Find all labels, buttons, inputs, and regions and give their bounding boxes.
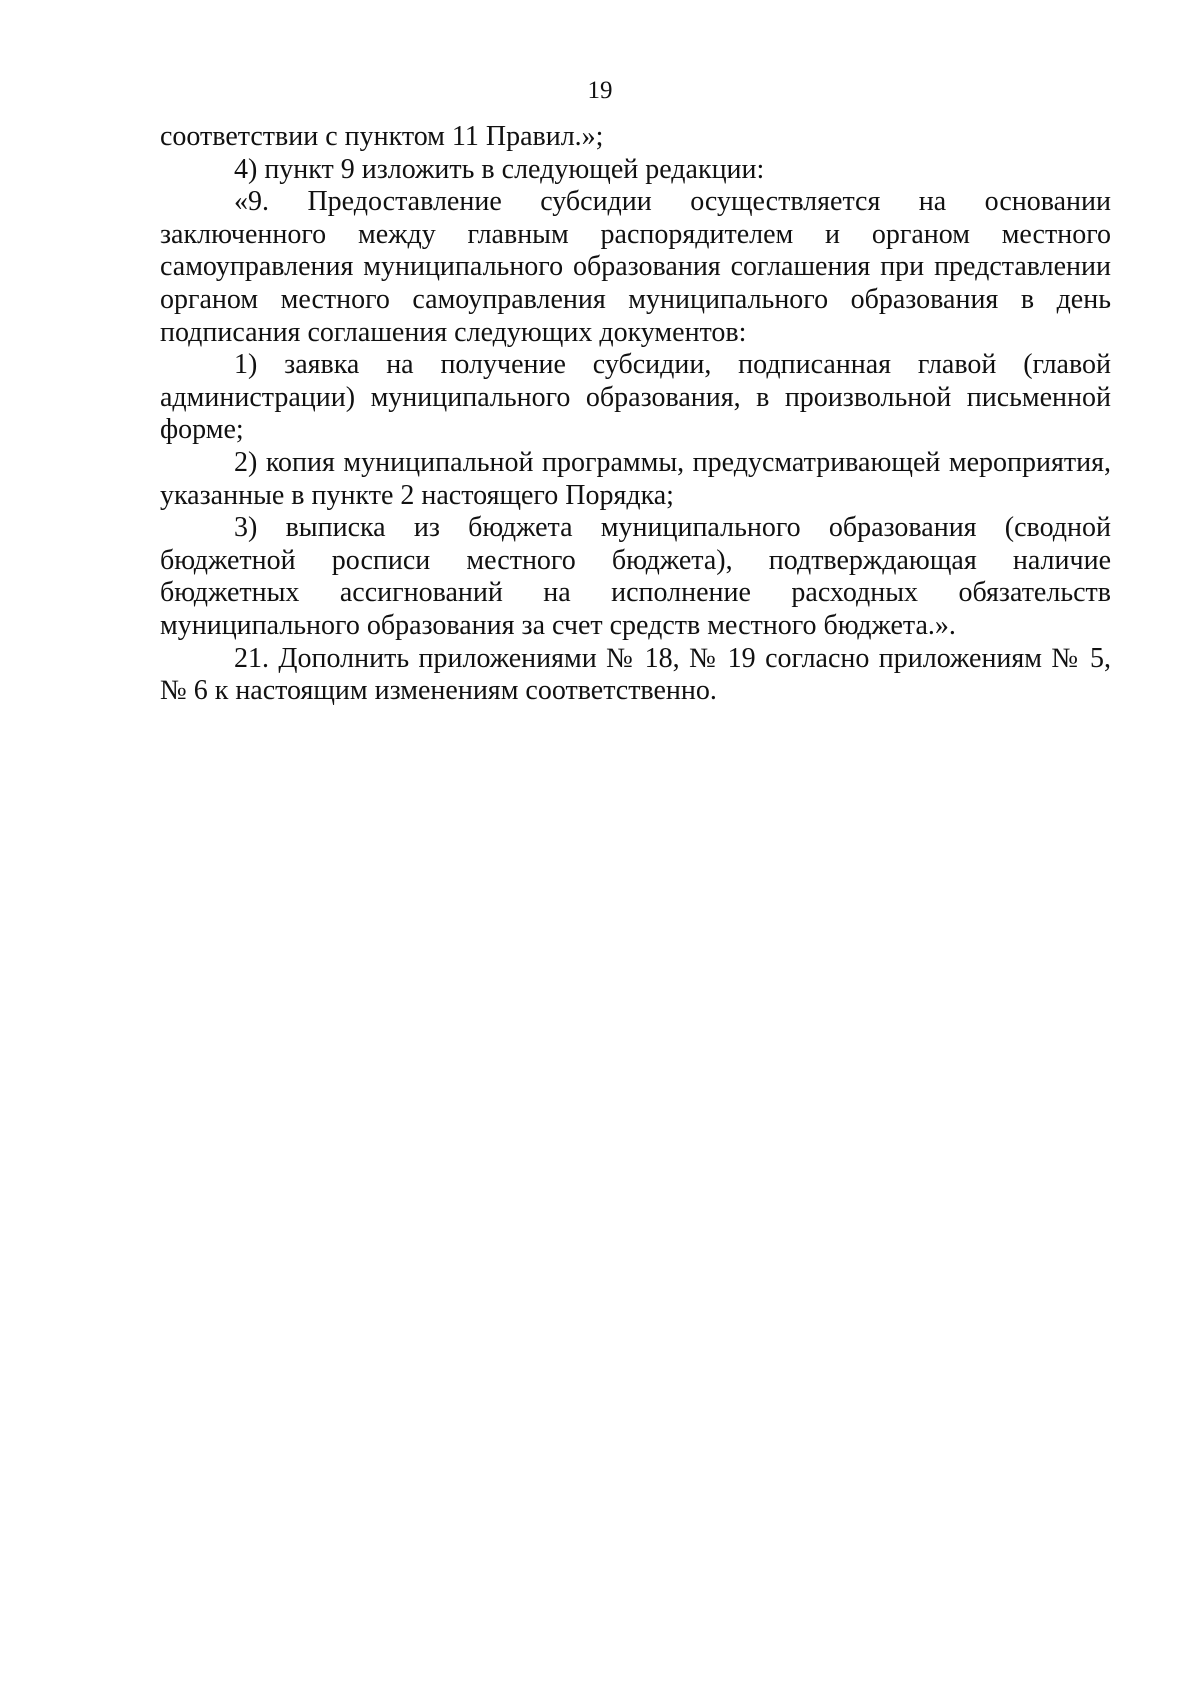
paragraph-subitem-2: 2) копия муниципальной программы, предусматривающей мероприятия, указанные в пункте 2 настоящего Порядка;: [160, 446, 1111, 511]
document-body: [160, 121, 1111, 708]
paragraph-continuation: соответствии с пунктом 11 Правил.»;: [160, 121, 604, 152]
page-number: 19: [587, 77, 613, 104]
paragraph-subitem-3: 3) выписка из бюджета муниципального образования (сводной бюджетной росписи местного бюджета), подтверждающая наличие бюджетных ассигнований на исполнение расходных обязательств муниципального образования за счет средств местного бюджета.».: [160, 512, 1111, 641]
paragraph-item-4: 4) пункт 9 изложить в следующей редакции:: [234, 153, 765, 185]
paragraph-item-21: 21. Дополнить приложениями № 18, № 19 согласно приложениям № 5, № 6 к настоящим изменениям соответственно.: [160, 642, 1111, 707]
paragraph-subitem-1: 1) заявка на получение субсидии, подписанная главой (главой администрации) муниципального образования, в произвольной письменной форме;: [160, 349, 1111, 446]
paragraph-point-9: «9. Предоставление субсидии осуществляется на основании заключенного между главным распорядителем и органом местного самоуправления муниципального образования соглашения при представлении органом местного самоуправления муниципального образования в день подписания соглашения следующих документов:: [160, 186, 1111, 348]
